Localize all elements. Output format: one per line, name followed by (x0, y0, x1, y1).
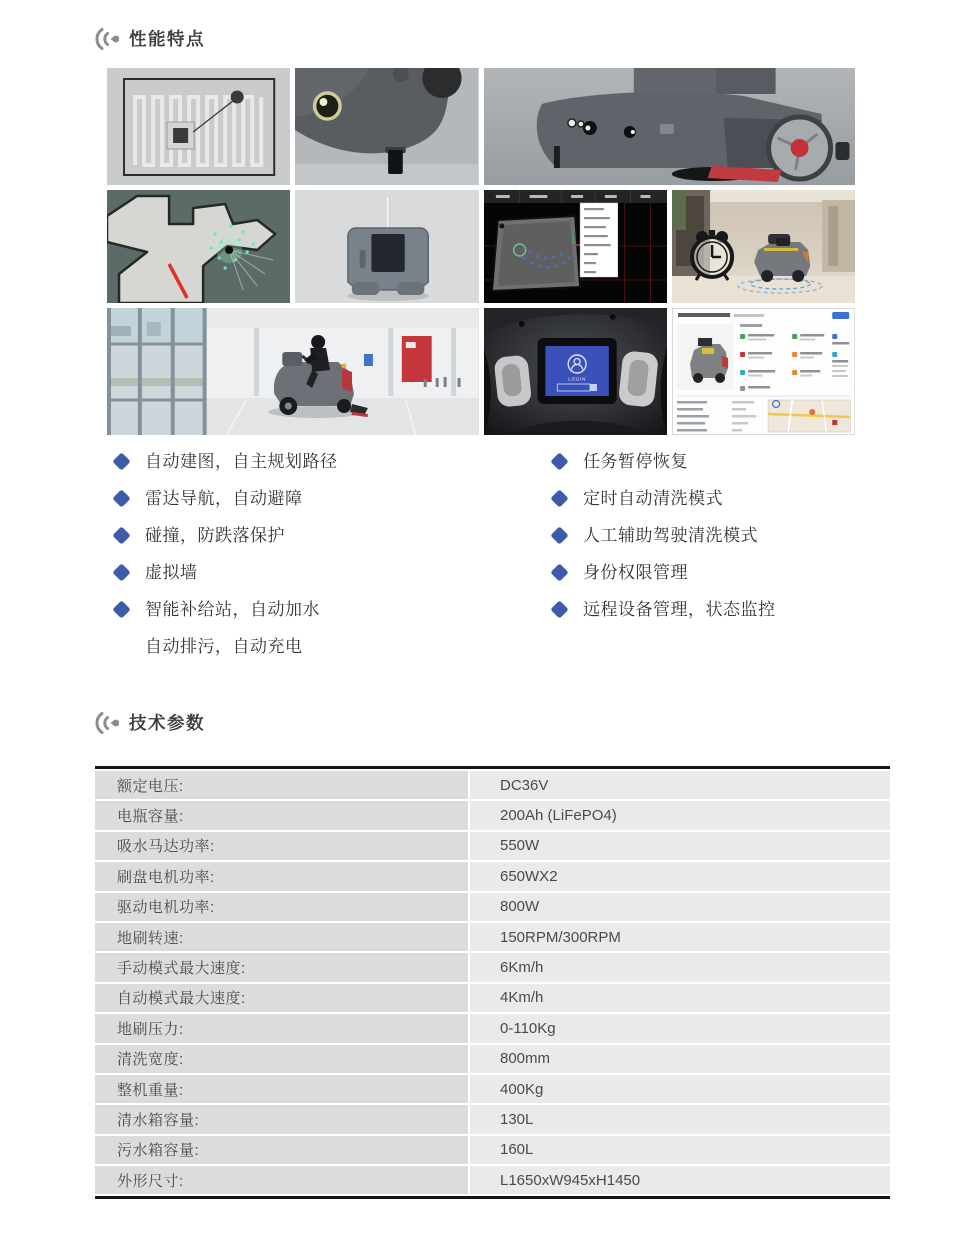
diamond-bullet-icon (550, 563, 568, 581)
image-dashboard-login-screen (484, 308, 667, 435)
spec-value: 650WX2 (470, 862, 890, 890)
spec-value: 550W (470, 832, 890, 860)
feature-column-left (115, 450, 553, 658)
spec-label: 吸水马达功率: (95, 832, 468, 860)
table-row (95, 1075, 890, 1103)
image-docking-station (295, 190, 478, 303)
spec-value: 0-110Kg (470, 1014, 890, 1042)
diamond-bullet-icon (112, 526, 130, 544)
feature-text: 虚拟墙 (145, 563, 198, 582)
spec-label: 清水箱容量: (95, 1105, 468, 1133)
diamond-bullet-icon (550, 489, 568, 507)
image-manual-riding-photo (107, 308, 479, 435)
image-path-planning-diagram (107, 68, 290, 185)
image-rear-wheel-squeegee (484, 68, 856, 185)
spec-value: 150RPM/300RPM (470, 923, 890, 951)
spec-value: 400Kg (470, 1075, 890, 1103)
feature-item (115, 450, 553, 473)
table-row (95, 1166, 890, 1194)
spec-label: 地刷转速: (95, 923, 468, 951)
table-row (95, 801, 890, 829)
spec-value: 800mm (470, 1045, 890, 1073)
specs-section-title: 技术参数 (129, 713, 205, 733)
feature-text: 人工辅助驾驶清洗模式 (583, 526, 758, 545)
image-control-software-ui (484, 190, 667, 303)
spec-label: 刷盘电机功率: (95, 862, 468, 890)
spec-label: 清洗宽度: (95, 1045, 468, 1073)
image-front-sensor-closeup (295, 68, 478, 185)
feature-text: 智能补给站，自动加水 (145, 600, 320, 619)
spec-value: 800W (470, 893, 890, 921)
table-row (95, 953, 890, 981)
spec-label: 整机重量: (95, 1075, 468, 1103)
table-row (95, 862, 890, 890)
diamond-bullet-icon (112, 489, 130, 507)
diamond-bullet-icon (550, 600, 568, 618)
feature-item (553, 524, 776, 547)
feature-text: 碰撞，防跌落保护 (145, 526, 285, 545)
feature-item (115, 524, 553, 547)
product-image-gallery (107, 68, 855, 435)
spec-value: L1650xW945xH1450 (470, 1166, 890, 1194)
feature-column-right (553, 450, 776, 658)
spec-value: 160L (470, 1136, 890, 1164)
table-row (95, 832, 890, 860)
spec-label: 地刷压力: (95, 1014, 468, 1042)
signal-icon (94, 711, 119, 735)
feature-item (553, 487, 776, 510)
features-section-title: 性能特点 (129, 29, 205, 49)
table-row (95, 1045, 890, 1073)
spec-value: 200Ah (LiFePO4) (470, 801, 890, 829)
spec-table (95, 766, 890, 1199)
spec-label: 驱动电机功率: (95, 893, 468, 921)
feature-text: 任务暂停恢复 (583, 452, 688, 471)
table-row (95, 1136, 890, 1164)
feature-text: 定时自动清洗模式 (583, 489, 723, 508)
feature-text: 身份权限管理 (583, 563, 688, 582)
specs-section-header (94, 710, 205, 735)
feature-item (553, 450, 776, 473)
diamond-bullet-icon (112, 600, 130, 618)
spec-value: 6Km/h (470, 953, 890, 981)
image-lidar-slam-map (107, 190, 290, 303)
table-row (95, 771, 890, 799)
spec-label: 自动模式最大速度: (95, 984, 468, 1012)
feature-item (553, 598, 776, 621)
diamond-bullet-icon (550, 526, 568, 544)
spec-label: 污水箱容量: (95, 1136, 468, 1164)
spec-value: 130L (470, 1105, 890, 1133)
spec-label: 额定电压: (95, 771, 468, 799)
diamond-bullet-icon (550, 452, 568, 470)
image-remote-management-ui (672, 308, 855, 435)
spec-value: DC36V (470, 771, 890, 799)
feature-text-continuation: 自动排污，自动充电 (145, 637, 303, 656)
feature-text: 雷达导航，自动避障 (145, 489, 303, 508)
feature-list (115, 450, 776, 658)
spec-label: 电瓶容量: (95, 801, 468, 829)
image-scheduled-cleaning-clock (672, 190, 855, 303)
diamond-bullet-icon (112, 452, 130, 470)
diamond-bullet-icon (112, 563, 130, 581)
feature-text: 自动建图，自主规划路径 (145, 452, 338, 471)
spec-value: 4Km/h (470, 984, 890, 1012)
signal-icon (94, 27, 119, 51)
feature-item (115, 487, 553, 510)
feature-item (115, 598, 553, 621)
table-row (95, 984, 890, 1012)
feature-text: 远程设备管理，状态监控 (583, 600, 776, 619)
table-row (95, 1105, 890, 1133)
features-section-header (94, 26, 205, 51)
feature-item (115, 561, 553, 584)
table-row (95, 893, 890, 921)
spec-label: 外形尺寸: (95, 1166, 468, 1194)
login-screen-label: LOGIN (567, 377, 586, 383)
table-row (95, 1014, 890, 1042)
feature-item (553, 561, 776, 584)
spec-label: 手动模式最大速度: (95, 953, 468, 981)
table-row (95, 923, 890, 951)
